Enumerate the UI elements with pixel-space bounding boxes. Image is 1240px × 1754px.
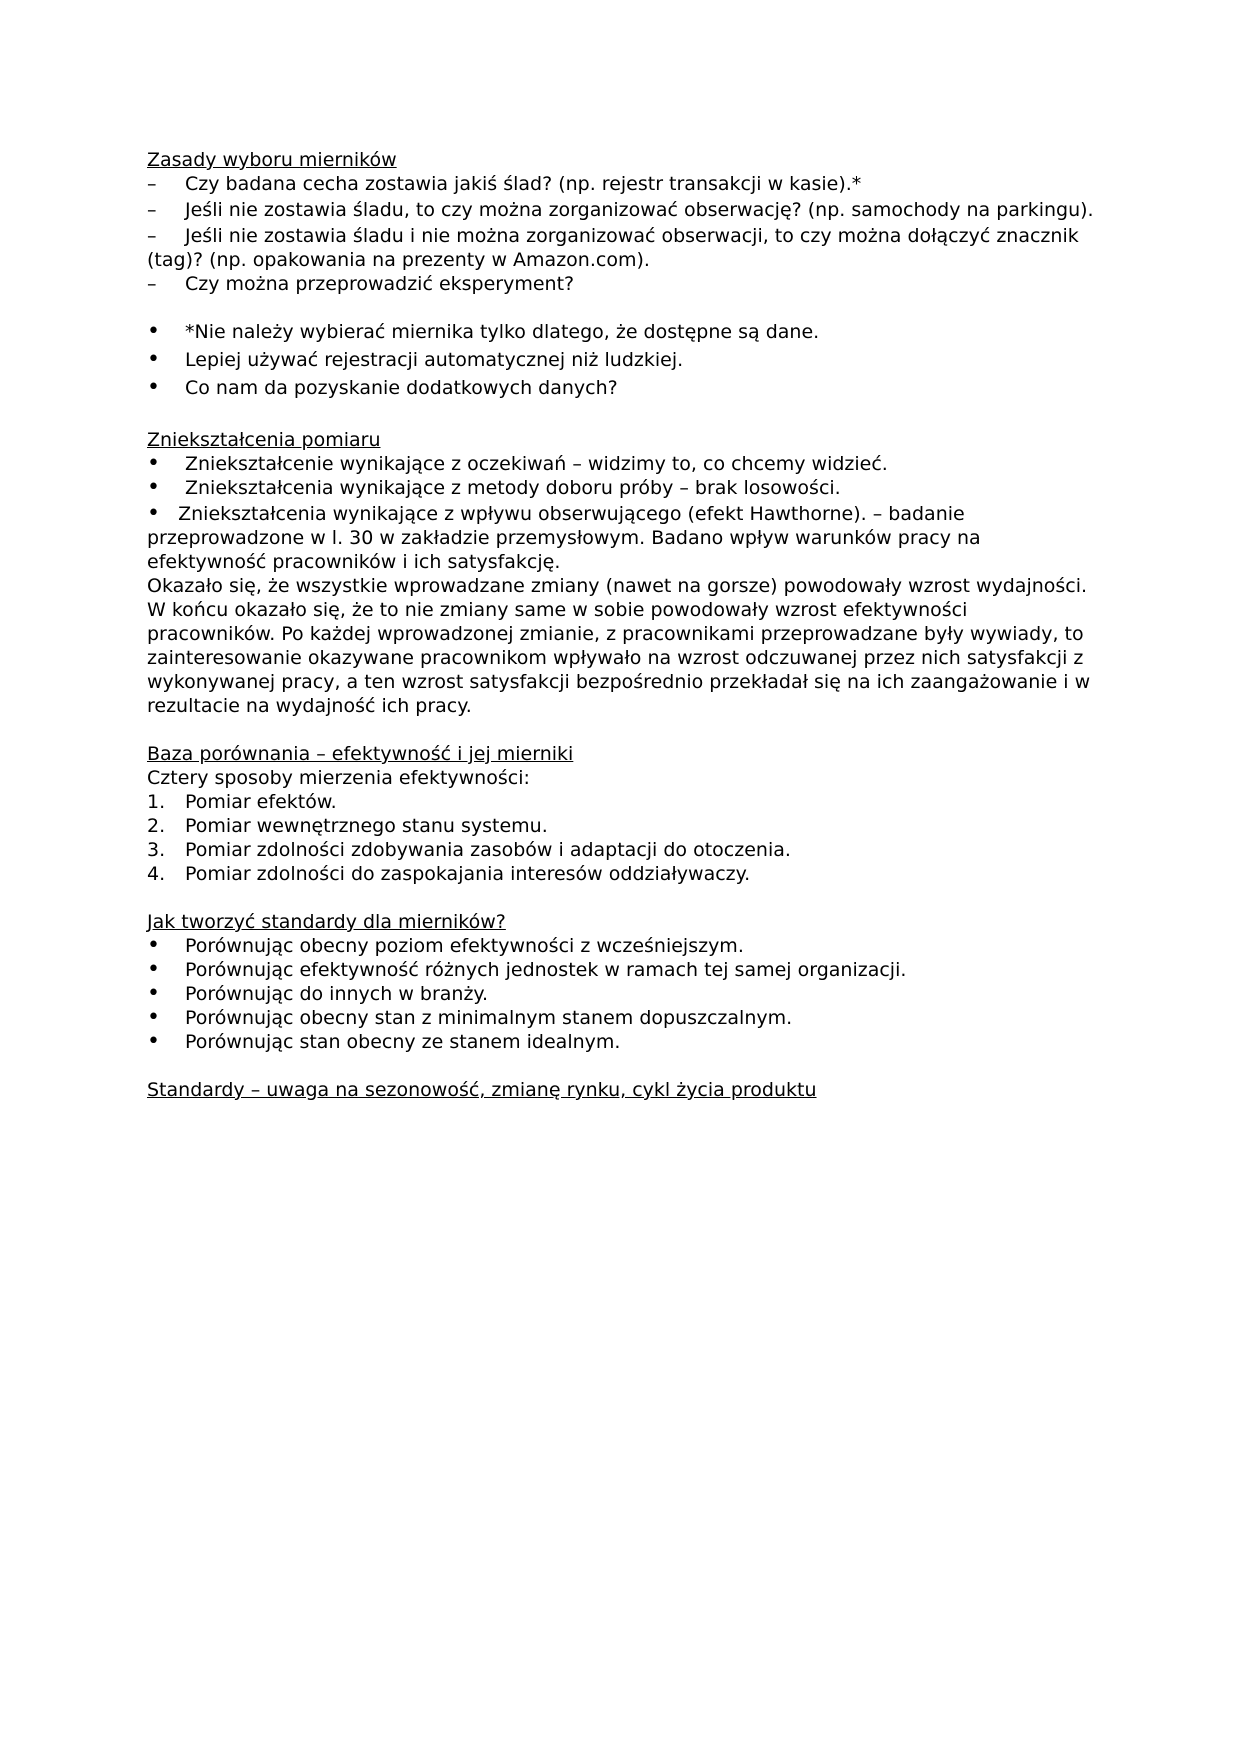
list-item-text: Zniekształcenie wynikające z oczekiwań – widzimy to, co chcemy widzieć.	[185, 453, 888, 475]
dash-marker: –	[147, 199, 157, 221]
spacer	[147, 1054, 1097, 1078]
bullet-list-item	[147, 1030, 1097, 1054]
bullet-list-item	[147, 958, 1097, 982]
list-number: 4.	[147, 863, 166, 885]
section-heading-znieksztalcenia: Zniekształcenia pomiaru	[147, 429, 381, 451]
list-item-text: Jeśli nie zostawia śladu i nie można zorganizować obserwacji, to czy można dołączyć znacznik	[185, 225, 1079, 247]
list-number: 3.	[147, 839, 166, 861]
list-item-text: Pomiar wewnętrznego stanu systemu.	[185, 815, 548, 837]
list-item-text: Jeśli nie zostawia śladu, to czy można zorganizować obserwację? (np. samochody na parkingu).	[185, 199, 1094, 221]
bullet-list-item	[147, 476, 1097, 500]
bullet-marker: •	[147, 451, 160, 476]
list-item-text: Czy badana cecha zostawia jakiś ślad? (np. rejestr transakcji w kasie).*	[185, 173, 862, 195]
bullet-list-item	[147, 1006, 1097, 1030]
section-intro: Cztery sposoby mierzenia efektywności:	[147, 767, 530, 789]
dash-marker: –	[147, 225, 157, 247]
hawthorne-text: Zniekształcenia wynikające z wpływu obserwującego (efekt Hawthorne). – badanie przeprowadzone w l. 30 w zakładzie przemysłowym. Badano wpływ warunków pracy na efektywność pracowników i ich satysfakcję.	[147, 503, 981, 573]
numbered-list-item	[147, 790, 1097, 814]
list-number: 1.	[147, 791, 166, 813]
bullet-list-item	[147, 452, 1097, 476]
list-item-text: Pomiar efektów.	[185, 791, 337, 813]
bullet-list-item	[147, 982, 1097, 1006]
list-item-text: Porównując obecny stan z minimalnym stanem dopuszczalnym.	[185, 1007, 793, 1029]
list-item-text: Porównując stan obecny ze stanem idealnym.	[185, 1031, 621, 1053]
dash-list-item	[147, 198, 1097, 222]
dash-list-item	[147, 224, 1097, 248]
section-heading-baza-porownania: Baza porównania – efektywność i jej mierniki	[147, 743, 574, 765]
section-heading-wybor-miernikow: Zasady wyboru mierników	[147, 149, 397, 171]
bullet-marker: •	[147, 319, 160, 344]
section-heading-sezonowosc: Standardy – uwaga na sezonowość, zmianę rynku, cykl życia produktu	[147, 1079, 817, 1101]
section-heading-standardy-miernikow: Jak tworzyć standardy dla mierników?	[147, 911, 506, 933]
continuation-text: (tag)? (np. opakowania na prezenty w Amazon.com).	[147, 249, 650, 271]
numbered-list-item	[147, 838, 1097, 862]
list-item-text: Porównując obecny poziom efektywności z wcześniejszym.	[185, 935, 744, 957]
dash-list-item	[147, 172, 1097, 196]
spacer	[147, 718, 1097, 742]
list-item-text: *Nie należy wybierać miernika tylko dlatego, że dostępne są dane.	[185, 321, 820, 343]
numbered-list-item	[147, 862, 1097, 886]
bullet-marker: •	[147, 475, 160, 500]
bullet-list-item	[147, 320, 1097, 344]
list-item-text: Co nam da pozyskanie dodatkowych danych?	[185, 377, 618, 399]
bullet-marker: •	[147, 957, 160, 982]
spacer	[147, 886, 1097, 910]
bullet-list-item	[147, 376, 1097, 400]
hawthorne-paragraph	[147, 502, 1097, 574]
bullet-marker: •	[147, 501, 160, 526]
bullet-list-item	[147, 348, 1097, 372]
list-item-text: Lepiej używać rejestracji automatycznej niż ludzkiej.	[185, 349, 684, 371]
list-item-text: Porównując do innych w branży.	[185, 983, 488, 1005]
bullet-marker: •	[147, 347, 160, 372]
document-body	[147, 148, 1097, 1102]
list-number: 2.	[147, 815, 166, 837]
dash-list-item	[147, 272, 1097, 296]
bullet-marker: •	[147, 375, 160, 400]
numbered-list-item	[147, 814, 1097, 838]
dash-marker: –	[147, 173, 157, 195]
list-item-text: Czy można przeprowadzić eksperyment?	[185, 273, 575, 295]
list-item-text: Pomiar zdolności do zaspokajania interesów oddziaływaczy.	[185, 863, 751, 885]
spacer	[147, 296, 1097, 320]
bullet-marker: •	[147, 1029, 160, 1054]
list-item-text: Porównując efektywność różnych jednostek w ramach tej samej organizacji.	[185, 959, 907, 981]
bullet-marker: •	[147, 933, 160, 958]
bullet-list-item	[147, 934, 1097, 958]
bullet-marker: •	[147, 981, 160, 1006]
dash-marker: –	[147, 273, 157, 295]
hawthorne-explanation: Okazało się, że wszystkie wprowadzane zmiany (nawet na gorsze) powodowały wzrost wydajności. W końcu okazało się, że to nie zmiany same w sobie powodowały wzrost efektywności pracowników. Po każdej wprowadzonej zmianie, z pracownikami przeprowadzane były wywiady, to zainteresowanie okazywane pracownikom wpływało na wzrost odczuwanej przez nich satysfakcji z wykonywanej pracy, a ten wzrost satysfakcji bezpośrednio przekładał się na ich zaangażowanie i w rezultacie na wydajność ich pracy.	[147, 575, 1091, 717]
list-item-text: Zniekształcenia wynikające z metody doboru próby – brak losowości.	[185, 477, 841, 499]
spacer	[147, 404, 1097, 428]
list-item-text: Pomiar zdolności zdobywania zasobów i adaptacji do otoczenia.	[185, 839, 791, 861]
bullet-marker: •	[147, 1005, 160, 1030]
